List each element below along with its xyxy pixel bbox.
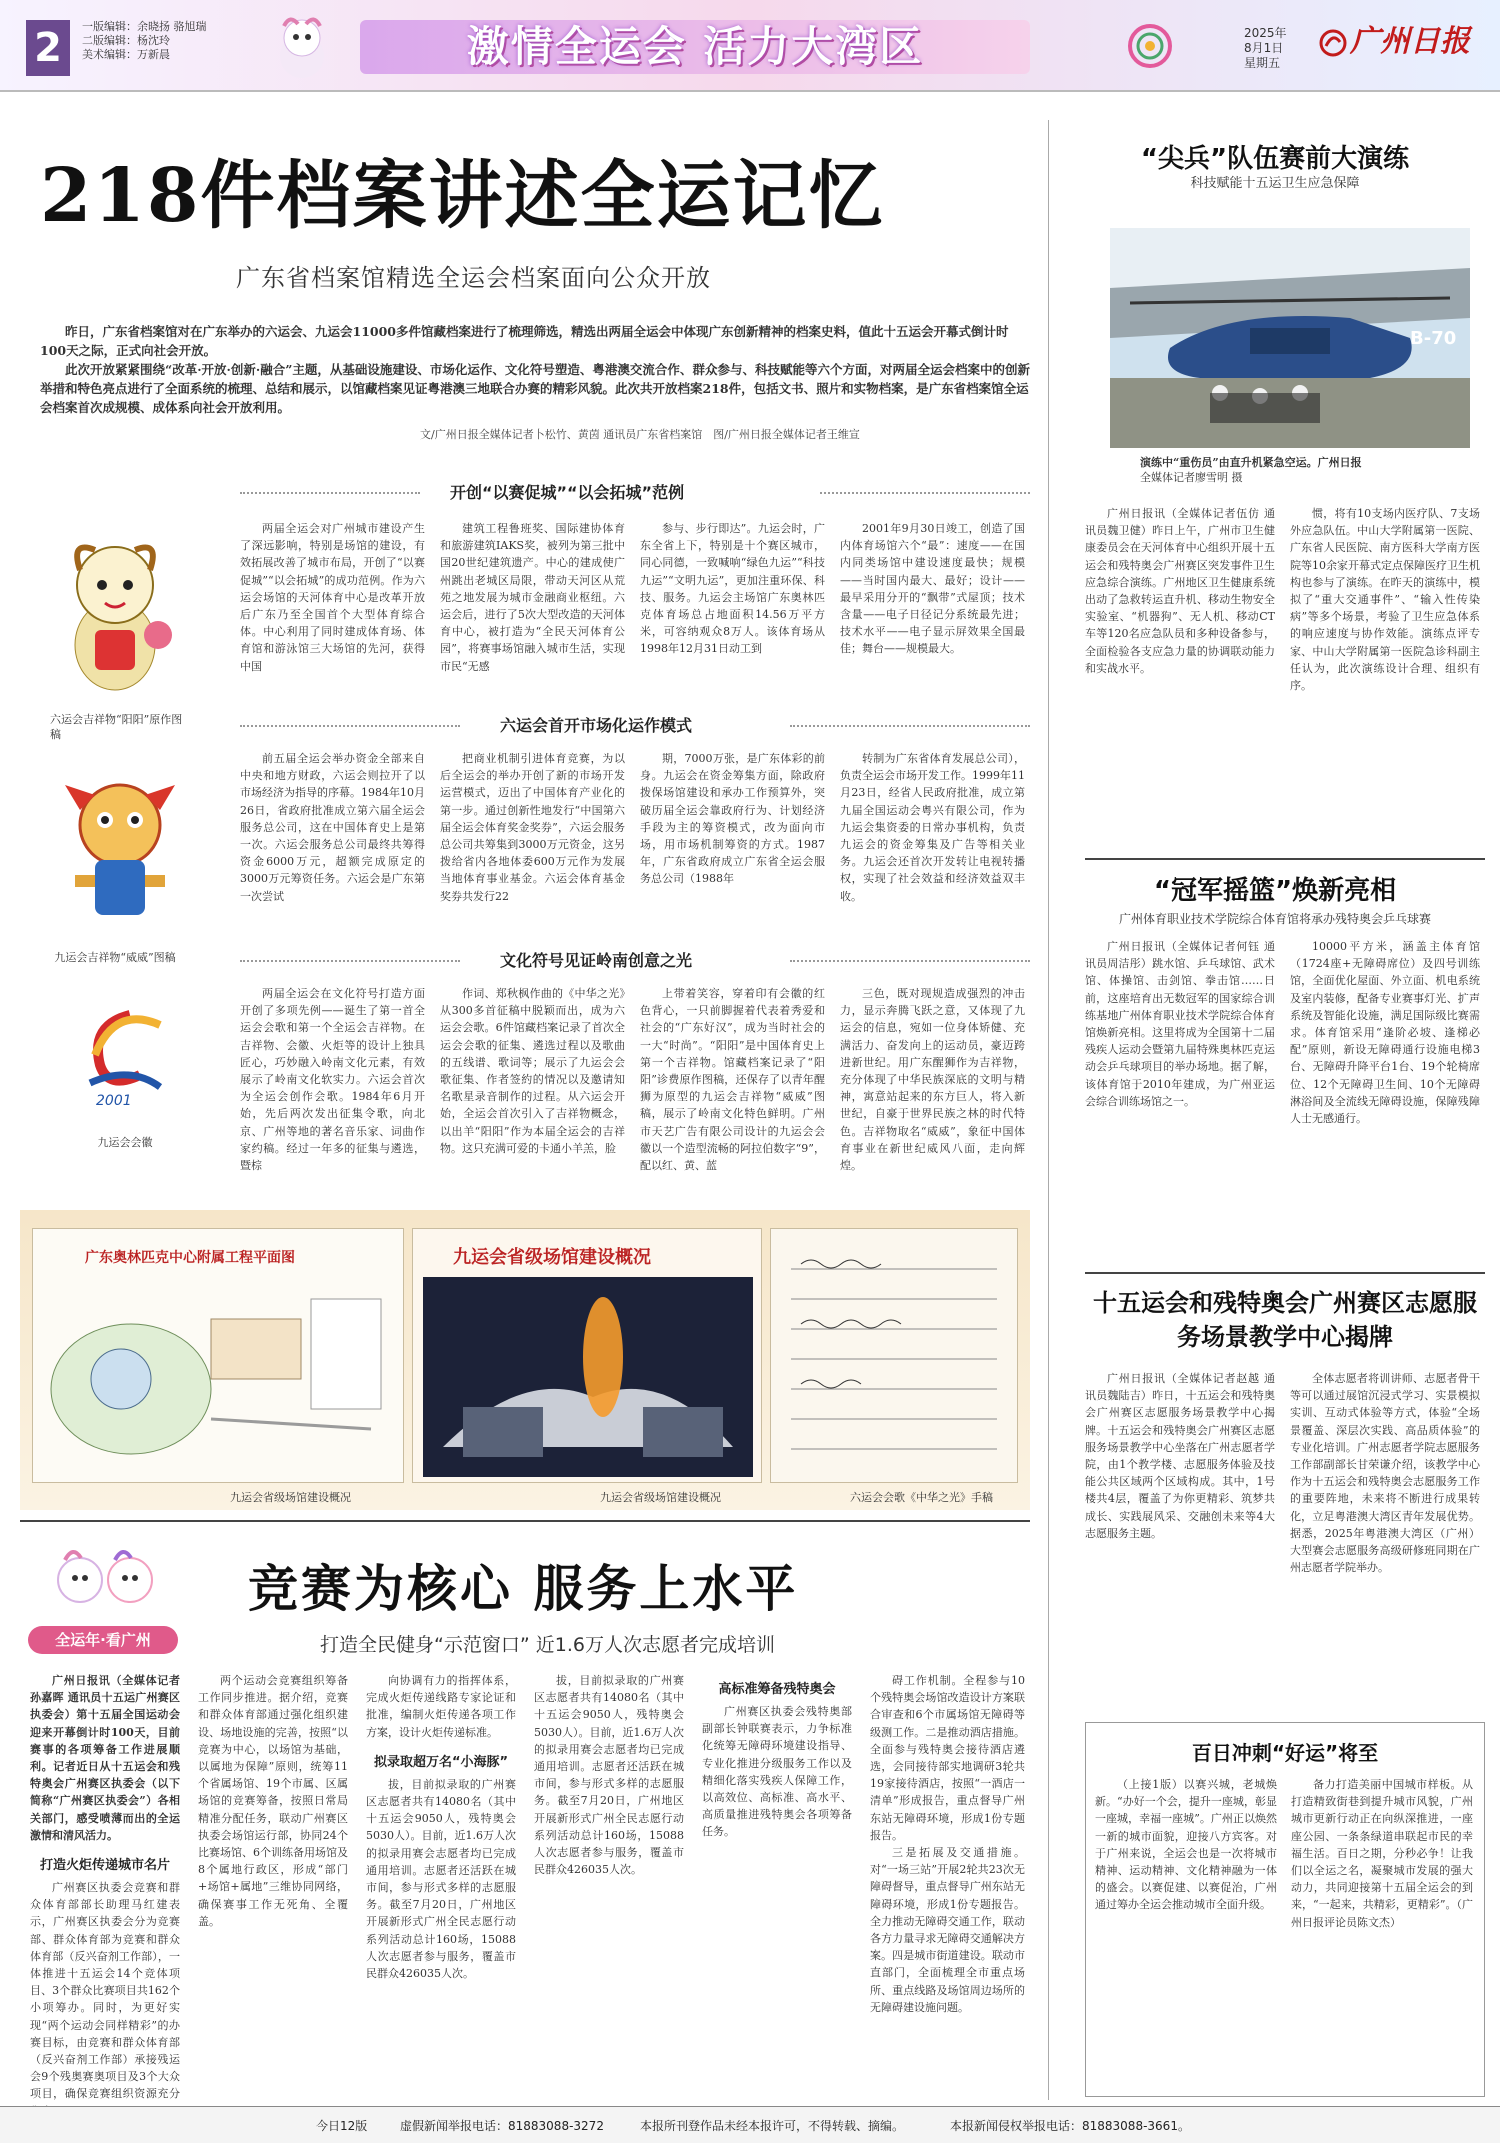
article-column: 全体志愿者将训讲师、志愿者骨干等可以通过展馆沉浸式学习、实景模拟实训、互动式体验等方式，体验“全场景覆盖、深层次实践、高品质体验”的专业化培训。广州志愿者学院志愿服务工作部副部长甘荣谦介绍，该教学中心作为十五运会和残特奥会志愿服务工作的重要阵地，未来将不断进行成果转化，立足粤港澳大湾区青年发展优势。据悉，2025年粤港澳大湾区（广州）大型赛会志愿服务高级研修班同期在广州志愿者学院举办。 [1290, 1372, 1480, 1575]
section-title-1: 开创“以赛促城”“以会拓城”范例 [450, 483, 685, 502]
masthead-date [1244, 26, 1304, 71]
bottom-columns [30, 1672, 1030, 2101]
article-column: 前五届全运会举办资金全部来自中央和地方财政，六运会则拉开了以市场经济为指导的序幕。1984年10月26日，省政府批准成立第六届全运会服务总公司，这在中国体育史上是第一次。六运会服务总公司最终共筹得资金6000万元，超额完成原定的3000万元筹资任务。六运会是广东第一次尝试 [240, 752, 425, 903]
archive-image-song-manuscript [770, 1228, 1018, 1483]
subhead: 高标准筹备残特奥会 [718, 1682, 836, 1697]
article-column: 10000平方米，涵盖主体育馆（1724座+无障碍席位）及四号训练馆，全面优化屋面、外立面、机电系统及室内装修，配备专业赛事灯光、扩声系统及智能化设施，满足国际级比赛需求。体育馆采用“逢阶必坡、逢梯必配”原则，新设无障碍通行设施电梯3台、无障碍升降平台1台、19个轮椅席位、12个无障碍卫生间、10个无障碍淋浴间及全流线无障碍设施，保障残障人士无感通行。 [1290, 940, 1480, 1126]
right-article-3 [1085, 1370, 1485, 1710]
article-column: 两届全运会对广州城市建设产生了深远影响，特别是场馆的建设，有效拓展改善了城市布局，开创了“以赛促城”“以会拓城”的成功范例。作为六运会场馆的天河体育中心是改革开放后广东乃至全国首个大型体育综合体。中心利用了同时建成体育场、体育馆和游泳馆三大场馆的先河，获得中国 [240, 522, 425, 673]
article-column: 广州日报讯（全媒体记者何钰 通讯员周洁彤）跳水馆、乒乓球馆、武术馆、体操馆、击剑馆、拳击馆……日前，这座培育出无数冠军的国家综合训练基地广州体育职业技术学院综合体育馆焕新亮相。这里将成为全国第十二届残疾人运动会暨第九届特殊奥林匹克运动会乒乓球项目的举办场地。据了解，该体育馆于2010年建成，为广州亚运会综合训练场馆之一。 [1085, 940, 1275, 1108]
games-emblem-icon [1122, 18, 1178, 74]
article-column: 广州日报讯（全媒体记者伍仿 通讯员魏卫健）昨日上午，广州市卫生健康委员会在天河体育中心组织开展十五运会和残特奥会广州赛区突发事件卫生应急综合演练。广州地区卫生健康系统出动了急救转运直升机、移动生物安全实验室、“机器狗”、无人机、移动CT车等120名应急队员和多种设备参与，全面检验各支应急力量的协调联动能力和实战水平。 [1085, 507, 1275, 675]
footer-pages: 今日12版 [316, 2119, 368, 2133]
main-headline: 218件档案讲述全运记忆 [40, 153, 885, 239]
section-divider [240, 960, 460, 962]
right-divider [1085, 1272, 1485, 1274]
bottom-headline: 竞赛为核心 服务上水平 [248, 1559, 799, 1618]
section-divider [820, 492, 1030, 494]
article-column: 碍工作机制。全程参与10个残特奥会场馆改造设计方案联合审查和6个市属场馆无障碍等级测工作。二是推动酒店措施。全面参与残特奥会接待酒店遴选，会同接待部实地调研3轮共19家接待酒店，按照“一酒店一清单”形成报告，重点督导广州东站无障碍环境，形成1份专题报告。 三是拓展及交通措施。对“一场三站”开展2轮共23次无障碍督导，重点督导广州东站无障碍环境，形成1份专题报告。全力推动无障碍交通工作，联动各方力量寻求无障碍交通解决方案。四是城市街道建设。联动市直部门，全面梳理全市重点场所、重点线路及场馆周边场所的无障碍建设施问题。 [870, 1674, 1025, 2014]
date-day: 8月1日 [1244, 41, 1284, 55]
article-column: 作词、郑秋枫作曲的《中华之光》从300多首征稿中脱颖而出，成为六运会会歌。6件馆藏档案记录了首次全运会会歌的征集、遴选过程以及歌曲的五线谱、歌词等；展示了九运会会歌征集、作者签約的情况以及邀请知名歌星录音制作的过程。从六运会开始，全运会首次引入了吉祥物概念，以出羊“阳阳”作为本届全运会的吉祥物。这只充满可爱的卡通小羊羔，脸 [440, 987, 625, 1155]
caption-yangyang: 六运会吉祥物“阳阳”原作图稿 [50, 713, 183, 741]
section-title-3: 文化符号见证岭南创意之光 [500, 951, 693, 970]
right-subtitle-1: 科技赋能十五运卫生应急保障 [1190, 176, 1360, 191]
article-column: 转制为广东省体育发展总公司），负责全运会市场开发工作。1999年11月23日，经省人民政府批准，成立第九届全国运动会粤兴有限公司，作为九运会集资委的日常办事机构，负责九运会的资金筹集及广告等相关业务。九运会还首次开发转让电视转播权，实现了社会效益和经济效益双丰收。 [840, 752, 1025, 903]
archive-image-venue-overview [412, 1228, 762, 1483]
masthead-slogan: 激情全运会 活力大湾区 [360, 20, 1030, 74]
mascot-weiwei-image [55, 765, 185, 935]
article-column: 两届全运会在文化符号打造方面开创了多项先例——诞生了第一首全运会会歌和第一个全运会吉祥物。在吉祥物、会徽、火炬等的设计上独具匠心，巧妙融入岭南文化元素，有效展示了岭南文化软实力。六运会首次为全运会创作会歌。1984年6月开始，先后两次发出征集令歌，向北京、广州等地的著名音乐家、词曲作家约稿。经过一年多的征集与遴选，暨棕 [240, 987, 425, 1173]
column-rule [1048, 120, 1049, 2100]
article-column: （上接1版）以赛兴城，老城焕新。“办好一个会，提升一座城，彰显一座城，幸福一座城”。广州正以焕然一新的城市面貌，迎接八方宾客。对于广州来说，全运会也是一次将城市精神、运动精神、文化精神融为一体的盛会。以赛促建、以赛促治，广州通过筹办全运会推动城市全面升级。 [1095, 1778, 1277, 1912]
venue-overview-title: 九运会省级场馆建设概况 [453, 1247, 651, 1268]
right-article-1 [1085, 505, 1485, 850]
site-plan-title: 广东奥林匹克中心附属工程平面图 [85, 1250, 295, 1266]
lead-paragraph: 昨日，广东省档案馆对在广东举办的六运会、九运会11000多件馆藏档案进行了梳理筛选，精选出两届全运会中体现广东创新精神的档案史料，值此十五运会开幕式倒计时100天之际，正式向社会开放。 [40, 324, 1009, 358]
bottom-subtitle: 打造全民健身“示范窗口” 近1.6万人次志愿者完成培训 [320, 1634, 775, 1656]
footer-copyright: 本报所刊登作品未经本报许可，不得转载、摘编。 [640, 2119, 905, 2133]
footer [0, 2106, 1500, 2143]
section-3-columns [240, 985, 1030, 1205]
article-column: 向协调有力的指挥体系，完成火炬传递线路专家论证和批准，编制火炬传递各项工作方案，设计火炬传递标准。 拟录取超万名“小海豚” 拔，目前拟录取的广州赛区志愿者共有14080名（其中十五运会9050人，残特奥会5030人）。目前，近1.6万人次的拟录用赛会志愿者均已完成通用培训。志愿者还活跃在城市间，参与形式多样的志愿服务。截至7月20日，广州地区开展新形式广州全民志愿行动系列活动总计160场，15088人次志愿者参与服务，覆盖市民群众426035人次。 [366, 1674, 516, 1981]
article-column: 惯，将有10支场内医疗队、7支场外应急队伍。中山大学附属第一医院、广东省人民医院、南方医科大学南方医院等10余家开幕式定点保障医疗卫生机构也参与了演练。在昨天的演练中，模拟了“重大交通事件”、“输入性传染病”等多个场景，考验了卫生应急体系的响应速度与协作效能。演练点评专家、中山大学附属第一医院急诊科副主任认为，此次演练设计合理、组织有序。 [1290, 507, 1480, 693]
article-column: 把商业机制引进体育竞赛，为以后全运会的举办开创了新的市场开发运营模式，迈出了中国体育产业化的第一步。通过创新性地发行“中国第六届全运会体育奖金奖券”，六运会服务总公司共筹集到3000万元资金，这另拨给省内各地体委600万元作为发展当地体育事业基金。六运会体育基金奖券共发行22 [440, 752, 625, 903]
lead-block [40, 322, 1030, 417]
right-headline-1: “尖兵”队伍赛前大演练 [1140, 144, 1410, 174]
article-column: 两个运动会竞赛组织筹备工作同步推进。据介绍，竞赛和群众体育部通过强化组织建设、场地设施的完善，按照“以竞赛为中心，以场馆为基础，以属地为保障”原则，统筹11个省属场馆、19个市属、区属场馆的竞赛筹备，按照日常局精准分配任务，联动广州赛区执委会场馆运行部，协同24个比赛场馆、6个训练备用场馆及8个属地行政区，形成“部门+场馆+属地”三维协同网络，确保赛事工作无死角、全覆盖。 [198, 1674, 348, 1928]
section-2-columns [240, 750, 1030, 950]
emblem-year-text: 2001 [96, 1093, 132, 1109]
caption-emblem: 九运会会徽 [97, 1136, 153, 1149]
section-divider [790, 725, 1030, 727]
article-column: 上带着笑容，穿着印有会徽的红色背心，一只前脚握着代表着秀爱和社会的“广东好汉”，成为当时社会的一大“时尚”。“阳阳”是中国体育史上第一个吉祥物。馆藏档案记录了“阳阳”诊费原作图稿，还保存了以青年醒狮为原型的九运会吉祥物“威威”图稿，展示了岭南文化特色鲜明。广州市天艺广告有限公司设计的九运会会徽以一个造型流畅的阿拉伯数字“9”，配以红、黄、蓝 [640, 987, 825, 1173]
archive-image-site-plan [32, 1228, 404, 1483]
article-column: 备力打造美丽中国城市样板。从打造精致街巷到提升城市风貌，广州城市更新行动正在向纵深推进，一座座公园、一条条绿道串联起市民的幸福生活。百日之期，分秒必争！让我们以全运之名，凝聚城市发展的强大动力，共同迎接第十五届全运会的到来，“一起来，共精彩，更精彩”。（广州日报评论员陈文杰） [1291, 1778, 1473, 1929]
article-column: 高标准筹备残特奥会 广州赛区执委会残特奥部副部长钟联赛表示，力争标准化统筹无障碍环境建设指导、专业化推进分级服务工作以及精细化落实残疾人保障工作，以高效位、高标准、高水平、高质量推进残特奥会各项筹备任务。 [702, 1672, 852, 2082]
caption-weiwei: 九运会吉祥物“威威”图稿 [54, 951, 176, 964]
series-badge: 全运年·看广州 [28, 1626, 178, 1654]
caption-archive-2: 九运会省级场馆建设概况 [600, 1491, 721, 1504]
helicopter-registration: B-70 [1410, 328, 1457, 349]
article-column: 三色，既对现规造成强烈的冲击力，显示奔腾飞跃之意，又体现了九运会的信息，宛如一位身体矫健、充满活力、奋发向上的运动员，豪迈跨进新世纪。用广东醒狮作为吉祥物，充分体现了中华民族深底的文明与精神，寓意站起来的东方巨人，将入新世纪，自豪于世界民族之林的时代特色。吉祥物取名“威威”，象征中国体育事业在新世纪威风八面，走向辉煌。 [840, 987, 1025, 1173]
lead-paragraph: 此次开放紧紧围绕“改革·开放·创新·融合”主题，从基础设施建设、市场化运作、文化符号塑造、粤港澳交流合作、群众参与、科技赋能等六个方面，对两届全运会档案中的创新举措和特色亮点进行了全面系统的梳理、总结和展示，以馆藏档案见证粤港澳三地联合办赛的精彩风貌。此次共开放档案218件，包括文书、照片和实物档案，是广东省档案馆全运会档案首次成规模、成体系向社会开放利用。 [40, 362, 1030, 415]
paper-name: 广州日报 [1350, 24, 1470, 59]
bottom-divider [20, 1520, 1030, 1522]
article-column: 广州日报讯（全媒体记者孙嘉晖 通讯员十五运广州赛区执委会）第十五届全国运动会迎来开幕倒计时100天，目前赛事的各项筹备工作进展顺利。记者近日从十五运会和残特奥会广州赛区执委会（以下简称“广州赛区执委会”）各相关部门，感受喷薄而出的全运激情和清风活力。 打造火炬传递城市名片 广州赛区执委会竞赛和群众体育部部长助理马红建表示，广州赛区执委会分为竞赛部、群众体育部为竞赛和群众体育部（反兴奋剂工作部），一体推进十五运会14个竞体项目、3个群众比赛项目共162个小项筹办。同时，为更好实现“两个运动会同样精彩”的办赛目标，由竞赛和群众体育部（反兴奋剂工作部）承接残运会9个残奥赛奥项目及3个大众项目，确保竞赛组织资源充分 [30, 1674, 180, 2101]
footer-hotline: 虚假新闻举报电话：81883088-3272 [400, 2119, 604, 2133]
editor-line: 美术编辑：万新晨 [82, 48, 170, 61]
article-column: 期，7000万张，是广东体彩的前身。九运会在资金筹集方面，除政府拨保场馆建设和承办工作预算外，突破历届全运会靠政府行为、计划经济手段为主的筹资模式，改为面向市场，用市场机制筹资的方式。1987年，广东省政府成立广东省全运会服务总公司（1988年 [640, 752, 825, 886]
right-subtitle-2: 广州体育职业技术学院综合体育馆将承办残特奥会乒乓球赛 [1118, 912, 1431, 926]
right-article-2 [1085, 938, 1485, 1263]
caption-archive-1: 九运会省级场馆建设概况 [230, 1491, 351, 1504]
section-title-2: 六运会首开市场化运作模式 [500, 716, 693, 735]
article-column: 建筑工程鲁班奖、国际建协体育和旅游建筑IAKS奖，被列为第三批中国20世纪建筑遗产。中心的建成使广州跳出老城区局限，带动天河区从荒苑之地发展为城市金融商业枢纽。六运会后，进行了5次大型改造的天河体育中心，被打造为“全民天河体育公园”，将赛事场馆融入城市生活，实现市民“无感 [440, 522, 625, 673]
section-divider [240, 725, 460, 727]
right-headline-2: “冠军摇篮”焕新亮相 [1153, 876, 1397, 906]
section-divider [790, 960, 1030, 962]
mascot-pair-icon [45, 1540, 165, 1622]
mascot-yangyang-image [50, 515, 180, 695]
editor-line: 二版编辑：杨沈玲 [82, 34, 170, 47]
ninth-games-emblem-image [60, 995, 180, 1115]
editor-line: 一版编辑：余晓扬 骆旭瑞 [82, 20, 207, 33]
main-subtitle: 广东省档案馆精选全运会档案面向公众开放 [236, 264, 711, 292]
subhead: 打造火炬传递城市名片 [39, 1858, 170, 1874]
mascot-icon [270, 12, 334, 82]
article-column: 广州日报讯（全媒体记者赵越 通讯员魏陆吉）昨日，十五运会和残特奥会广州赛区志愿服务场景教学中心揭牌。十五运会和残特奥会广州赛区志愿服务场景教学中心坐落在广州志愿者学院，由1个教学楼、志愿服务体验及技能公共区域两个区域构成。其中，1号楼共4层，覆盖了为你更精彩、筑梦共成长、实践展风采、交融创未来等4大志愿服务主题。 [1085, 1372, 1275, 1540]
article-column: 2001年9月30日竣工，创造了国内体育场馆六个“最”：速度——在国内同类场馆中建设速度最快；规模——当时国内最大、最好；设计——最早采用分开的“飘带”式屋顶；技术含量——电子日径记分系统最先进；技术水平——电子显示屏效果全国最佳；舞台——规模最大。 [840, 522, 1025, 656]
paper-logo-icon [1318, 28, 1348, 58]
right-article-4 [1095, 1776, 1475, 2086]
helicopter-photo [1110, 228, 1470, 448]
section-1-columns [240, 520, 1030, 720]
article-column: 拔，目前拟录取的广州赛区志愿者共有14080名（其中十五运会9050人，残特奥会5030人）。目前，近1.6万人次的拟录用赛会志愿者均已完成通用培训。志愿者还活跃在城市间，参与形式多样的志愿服务。截至7月20日，广州地区开展新形式广州全民志愿行动系列活动总计160场，15088人次志愿者参与服务，覆盖市民群众426035人次。 [534, 1674, 684, 1877]
subhead: 拟录取超万名“小海豚” [373, 1754, 509, 1770]
right-headline-3: 十五运会和残特奥会广州赛区志愿服务场景教学中心揭牌 [1093, 1289, 1477, 1351]
date-weekday: 星期五 [1244, 56, 1281, 70]
caption-archive-3: 六运会会歌《中华之光》手稿 [850, 1491, 993, 1504]
byline: 文/广州日报全媒体记者卜松竹、黄茵 通讯员广东省档案馆 图/广州日报全媒体记者王维宣 [420, 428, 860, 441]
page-number: 2 [26, 20, 70, 76]
right-divider [1085, 858, 1485, 860]
article-column: 参与、步行即达”。九运会时，广东全省上下，特别是十个赛区城市，同心同德，一致喊响“绿色九运”“科技九运”“文明九运”，更加注重环保、科技、服务。九运会主场馆广东奥林匹克体育场总占地面积14.56万平方米，可容纳观众8万人。该体育场从1998年12月31日动工到 [640, 522, 825, 656]
footer-infringement: 本报新闻侵权举报电话：81883088-3661。 [950, 2119, 1190, 2133]
right-headline-4: 百日冲刺“好运”将至 [1191, 1741, 1379, 1765]
section-divider [240, 492, 420, 494]
helicopter-caption: 演练中“重伤员”由直升机紧急空运。广州日报 全媒体记者廖雪明 摄 [1140, 456, 1362, 484]
date-year: 2025年 [1244, 26, 1287, 40]
editors [82, 20, 232, 62]
